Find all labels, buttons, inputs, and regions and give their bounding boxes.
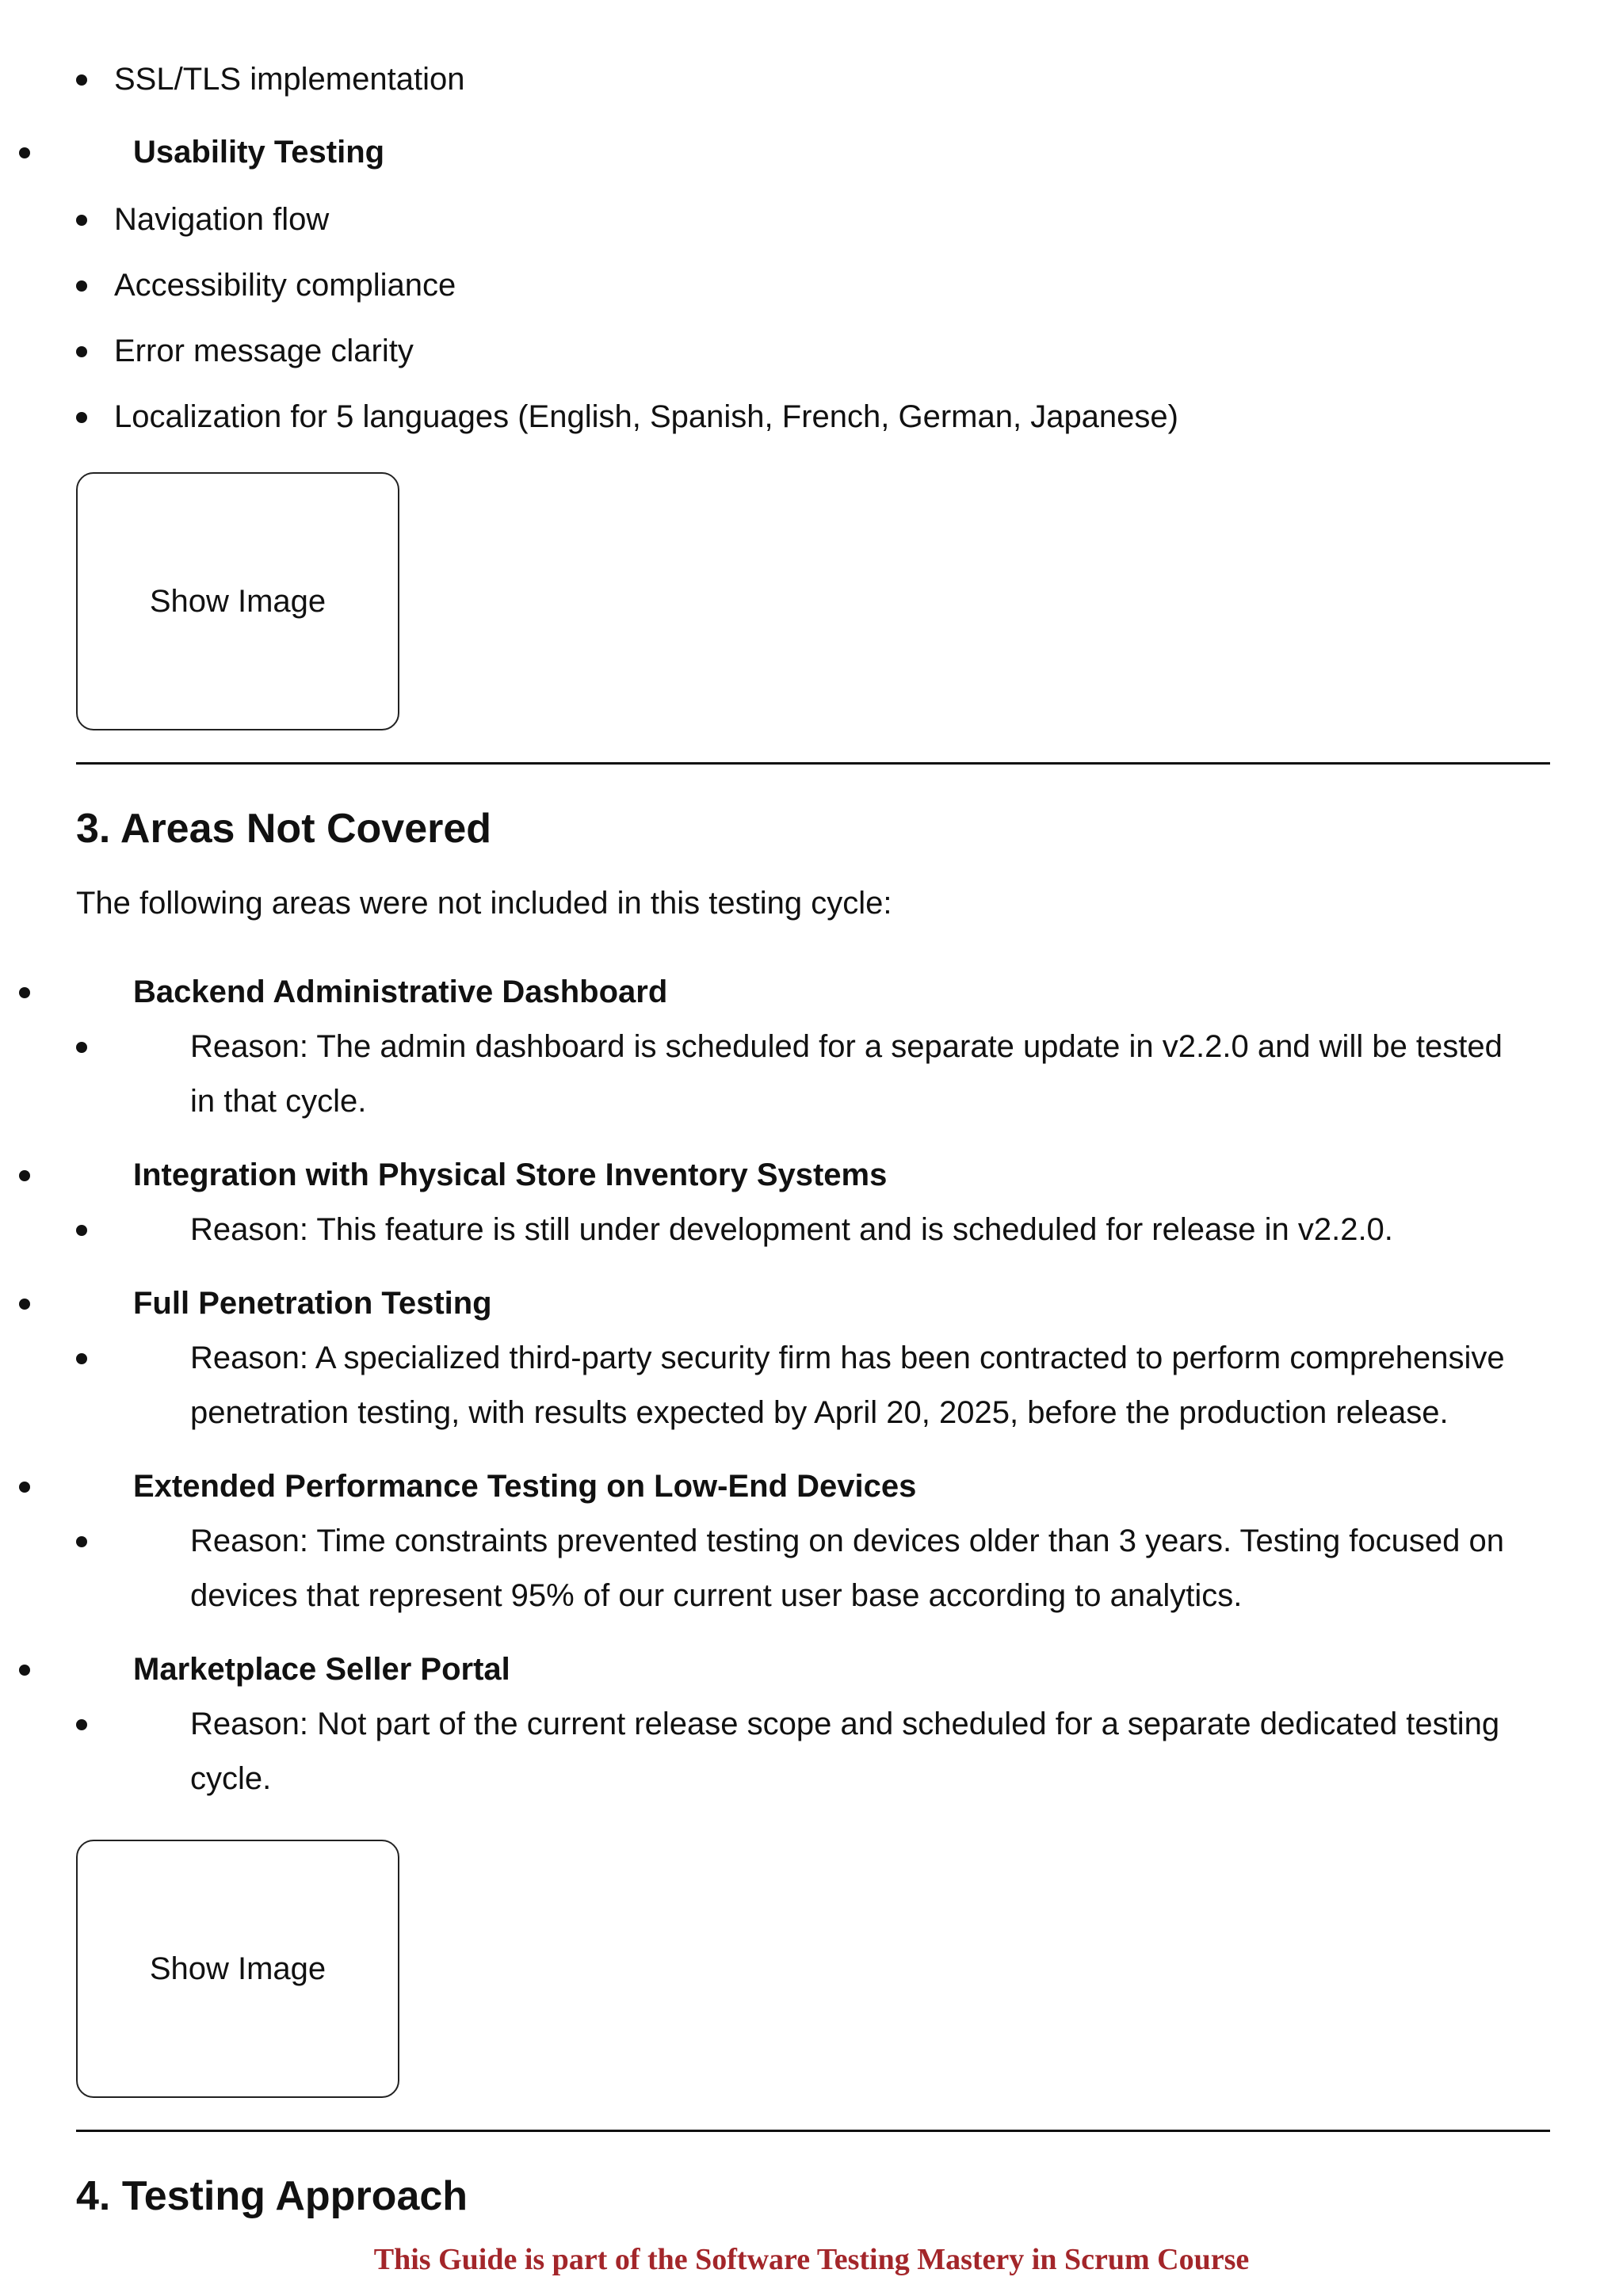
list-item: Error message clarity (0, 324, 1534, 379)
list-item-usability (76, 125, 1582, 444)
area-reasons (0, 1020, 1569, 1129)
area-reasons (0, 1331, 1569, 1440)
area-title: Full Penetration Testing (0, 1276, 1569, 1331)
section-heading: 3. Areas Not Covered (76, 806, 492, 852)
areas-list (0, 965, 1569, 1806)
area-reasons (0, 1203, 1569, 1257)
area-title: Marketplace Seller Portal (0, 1642, 1569, 1697)
area-reason: Reason: A specialized third-party security firm has been contracted to perform comprehensive penetration testing, with results expected by April 20, 2025, before the production release. (0, 1331, 1522, 1440)
divider (76, 2130, 1550, 2132)
security-sublist (76, 52, 1582, 107)
list-item-title: Usability Testing (0, 125, 1582, 180)
list-item-area (0, 1148, 1569, 1257)
area-reason: Reason: This feature is still under development and is scheduled for release in v2.2.0. (0, 1203, 1522, 1257)
divider (76, 762, 1550, 765)
show-image-button[interactable]: Show Image (76, 472, 399, 730)
list-item: Localization for 5 languages (English, Spanish, French, German, Japanese) (0, 390, 1534, 444)
list-item: SSL/TLS implementation (0, 52, 1534, 107)
area-reason: Reason: The admin dashboard is scheduled for a separate update in v2.2.0 and will be tested in that cycle. (0, 1020, 1522, 1129)
area-reasons (0, 1514, 1569, 1623)
list-item-area (0, 1459, 1569, 1623)
list-item: Accessibility compliance (0, 258, 1534, 313)
area-reason: Reason: Not part of the current release scope and scheduled for a separate dedicated testing cycle. (0, 1697, 1522, 1806)
area-reasons (0, 1697, 1569, 1806)
section-intro: The following areas were not included in this testing cycle: (76, 886, 892, 921)
show-image-button[interactable]: Show Image (76, 1840, 399, 2098)
list-item-area (0, 965, 1569, 1129)
area-title: Extended Performance Testing on Low-End Devices (0, 1459, 1569, 1514)
area-reason: Reason: Time constraints prevented testing on devices older than 3 years. Testing focused on devices that represent 95% of our current user base according to analytics. (0, 1514, 1522, 1623)
usability-sublist (0, 193, 1582, 444)
list-item-area (0, 1642, 1569, 1806)
list-item-area (0, 1276, 1569, 1440)
list-item: Navigation flow (0, 193, 1534, 247)
section-heading: 4. Testing Approach (76, 2173, 468, 2219)
area-title: Backend Administrative Dashboard (0, 965, 1569, 1020)
course-footer: This Guide is part of the Software Testing Mastery in Scrum Course (373, 2243, 1250, 2276)
usability-list (76, 125, 1582, 444)
area-title: Integration with Physical Store Inventory Systems (0, 1148, 1569, 1203)
